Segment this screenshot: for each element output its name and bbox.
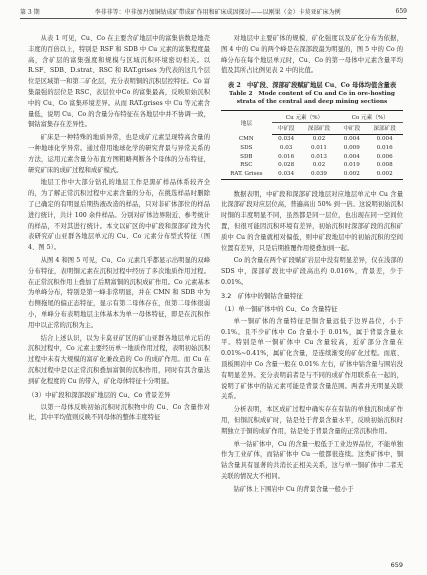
table-cell: 0.004	[376, 136, 393, 143]
data-table	[221, 110, 403, 179]
paragraph: 数据表明，中矿段和深部矿段地层对应地层单元中 Cu 含量比深部矿段对应层位高，普遍高出 50% 到一倍。这说明初始沉积时铜的丰度明显不同，虽然都是同一层位，也出现在同一空间位置，但很可能因沉积环境有差异，初始沉积时深部矿段的沉积矿质中 Cu 的含量就相对偏低，则中矿段地层中的初始沉积的空间位置有差异，只是后期推覆作用使叠加到一起。	[221, 190, 403, 252]
table-cell: 0.02	[312, 136, 326, 143]
table-cell: 0.034	[272, 170, 301, 179]
paragraph: Co 的含量在两个矿段赋矿岩层中没有明显差异，仅在浅部的 SDS 中，深部矿段比中矿段高出约 0.016%，背景差，少于 0.01%。	[221, 257, 403, 287]
table-cell: 0.002	[366, 170, 403, 179]
table-cell: 0.004	[343, 136, 360, 143]
table-row	[221, 134, 403, 143]
paragraph: 分析表明，本区成矿过程中确实存在有钴的单独沉积成矿作用，但铜沉积成矿时，钴是处于背景含量水平，反映初始沉积时期独立于铜的成矿作用，钴是处于背景含量的正常沉积作用。	[221, 406, 403, 435]
table-cell: 0.016	[278, 153, 295, 160]
issue-label: 第 3 期	[20, 8, 40, 16]
table-cell: 0.004	[343, 153, 360, 160]
section-heading: 3.2 矿体中的铜钴含量特征	[221, 291, 303, 300]
table-cell: 0.002	[337, 170, 366, 179]
table-cell: SDS	[240, 144, 253, 151]
running-title: 李非非等：中非加丹加铜钴成矿带成矿作用和矿床成因探讨——以刚果（金）卡莫亚矿床为例	[94, 8, 341, 16]
column-group-header: Cu 元素（%）	[272, 111, 338, 123]
paragraph: 单一铜矿体的含量特征是铜含量远低于边界品位，小于 0.1%。且不少矿体中 Co 含量小于 0.01%，属于背景含量水平。特别是单一铜矿体中 Cu 含量较高，近矿部分含量在 0.01%~0.41%，属矿化含量，是连续渐变的矿化过程。而底、顶板围岩中 Co 含量一般在 0.01% 左右，矿体中钴含量与围岩没有明显差异。充分表明前者是与不同的成矿作用联系在一起的，说明了矿体中的钴元素可能是背景含量范围。两者并无明显关联关系。	[221, 317, 403, 401]
table-cell: CMN	[238, 135, 254, 142]
table-row	[221, 161, 403, 170]
running-header	[20, 6, 407, 19]
page-number: 659	[390, 561, 403, 569]
table-cell: RAT. Grises	[221, 170, 272, 179]
column-group-header: Co 元素（%）	[337, 111, 403, 123]
paragraph: 地层工作中大部分钻孔的地层工作是黑矿样品体系较齐全的，为了解正常沉积过程中元素含量的分布，在挑选样品时删除了已确定的有明显后期热液改造的样品，只对非矿体部位的样品进行统计，共计 100 余件样品。分别对矿体边界附近、参考统计的样品，不对其进行统计。本文以矿区的中矿段和深部矿段为代表研究矿山亚群各地层单元的 Cu、Co 元素分布型式特征（图 4、图 5）。	[28, 179, 210, 252]
paragraph: 矿床是一种特殊的地质异常，也是成矿元素呈现特高含量的一种地球化学异常。通过借用地球化学的研究背景与异常关系的方法，运用元素含量分布直方图粗略判断各个母体的分布特征，研究矿床的成矿过程和成矿模式。	[28, 134, 210, 174]
table-cell: 0.019	[343, 162, 360, 169]
table-row	[221, 170, 403, 179]
table-cell: 0.013	[310, 153, 327, 160]
table-row	[221, 144, 403, 153]
table-cell: SDB	[240, 153, 253, 160]
table-cell: 0.039	[301, 170, 338, 179]
paragraph: 从表 1 可见，Cu、Co 在主要含矿地层中的富集倍数是地壳丰度的百倍以上，特别是 RSF 和 SDB 中 Cu 元素的富集程度最高，含矿层的富集强度和规模与区域沉积环境密切相关。以 R.SF、SDB、D.strat、RSC 和 RAT.grises 为代表的这几个层位是区域第一和第二矿化层，充分表明铜的沉积层控特征。Co 富集最强的层位是 RSC，表层位中Co 的富集最高，反映原始沉积中的 Cu、Co 富集环境差异。从而 RAT.grises 中 Cu 等元素含量低，说明 Cu、Co 的含量分布特征在各地层中并不协调一致，铜钴富集存在差异性。	[28, 35, 210, 129]
table-title-english: Table 2 Mode content of Cu and Co in ore-hosting strata of the central and deep mining sections	[229, 91, 395, 106]
paragraph: 对地层中主要矿体的规模、矿化强度以及矿化分布为依据，图 4 中的 Cu 的两个峰是在深部段最为明显的，图 5 中的 Co 的峰分布在每个地层单元时，Cu、Co 的第一母体中元素含量平均值及其所占比例见表 2 中的比值。	[221, 35, 403, 75]
header-page-number: 659	[395, 7, 407, 15]
right-column	[221, 34, 403, 498]
table-cell: RSC	[240, 162, 253, 169]
column-header: 深部矿段	[366, 122, 403, 134]
paragraph: 单一钴矿体中，Cu 的含量一般低于工业边界品位，不能单独作为工业矿体，而钴矿体中 Cu 一般都很连续。这类矿体中，铜钴含量具有显著的共消长正相关关系，这与单一铜矿体中二者无关联的情况大不相同。	[221, 440, 403, 480]
table-title: 表 2 中矿段、深部矿段赋矿地层 Cu、Co 母体均值含量表	[227, 82, 397, 90]
paragraph: 钴矿体上下围岩中 Cu 的背景含量一般小于	[233, 485, 354, 493]
paragraph: 以第一母体反映初始沉积时沉积物中的 Cu、Co 含量作对比，其中平均值则反映不同母体的整体丰度特征	[28, 403, 210, 422]
subsection-heading: （1）单一铜矿体中的 Cu、Co 含量特征	[221, 304, 338, 313]
table-cell: 0.034	[278, 136, 295, 143]
table-cell: 0.028	[278, 162, 295, 169]
column-header: 地层	[221, 111, 272, 135]
column-header: 中矿段	[272, 122, 301, 134]
table-cell: 0.016	[376, 144, 393, 151]
table-cell: 0.011	[310, 144, 327, 151]
paragraph: 从图 4 和图 5 可见，Cu、Co 元素几乎都显示出明显的双峰分布特征，表明铜元素在沉积过程中经历了多次地质作用过程。在正常沉积作用上叠加了后期富铜的沉积成矿作用。Co 元素基本为单峰分布，特别是第一峰非常明显，并在 CMN 和 SDB 中为右侧拖尾的偏正态特征，显示有第二母体存在，但第二母体很弱小，单峰分布表明地层主体基本为单一母体特征，即是在沉积作用中以正常的沉积为主。	[28, 256, 210, 329]
column-header: 中矿段	[337, 122, 366, 134]
table-cell: 0.009	[343, 144, 360, 151]
table-row	[221, 152, 403, 161]
table-cell: 0.03	[279, 144, 293, 151]
table-cell: 0.02	[312, 162, 326, 169]
section-heading: （3）中矿段和深部段矿地层的 Cu、Co 背景差异	[28, 390, 171, 399]
paragraph: 结合上述认识，以为卡莫亚矿区的矿山亚群各地层单元后的沉积过程中，Co 元素主要经历单一地质作用过程，表明初始沉积过程中未有大规模的富矿化兼改造的 Co 的成矿作用。而 Cu 在沉积过程中是以正常沉积叠加富铜的沉积作用，同时有其含量达到矿化程度的 Cu 的带入，矿化母体特征十分明显。	[28, 334, 210, 385]
table-cell: 0.006	[376, 153, 393, 160]
table-cell: 0.008	[376, 162, 393, 169]
column-header: 深部矿段	[301, 122, 338, 134]
left-column	[28, 34, 210, 426]
